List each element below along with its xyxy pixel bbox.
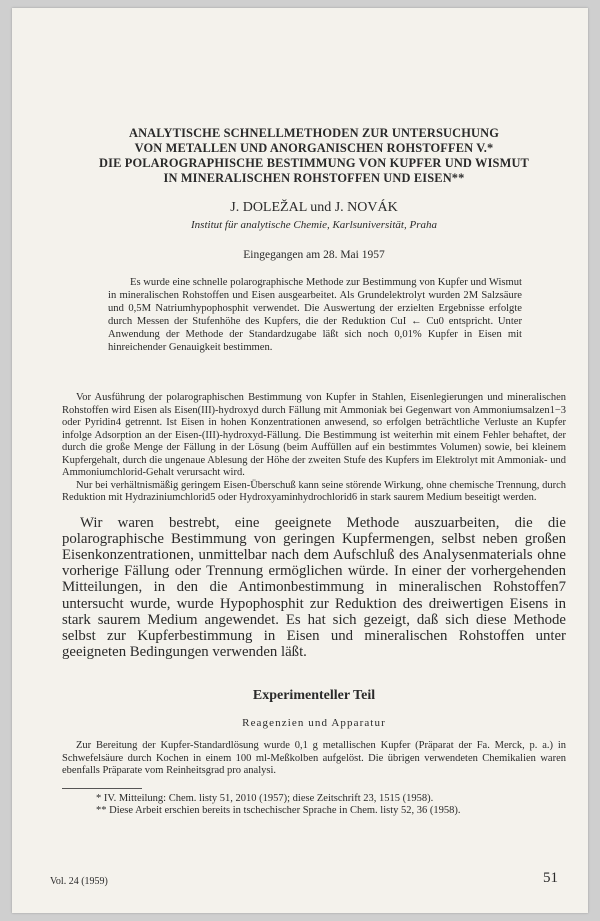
title-line-1: ANALYTISCHE SCHNELLMETHODEN ZUR UNTERSUCHUNG <box>128 126 499 140</box>
experimental-paragraph: Zur Bereitung der Kupfer-Standardlösung wurde 0,1 g metallischen Kupfer (Präparat der Fa. Merck, p. a.) in Schwefelsäure durch Kochen in einem 100 ml-Meßkolben aufgelöst. Die übrigen verwendeten Chemikalien waren ebenfalls Präparate vom Reinheitsgrad pro analysi. <box>62 740 566 777</box>
section-heading: Experimenteller Teil <box>252 688 376 704</box>
title-line-3: DIE POLAROGRAPHISCHE BESTIMMUNG VON KUPFER UND WISMUT <box>99 156 529 170</box>
main-paragraph: Wir waren bestrebt, eine geeignete Methode auszuarbeiten, die die polarographische Bestimmung von geringen Kupfermengen, selbst neben großen Eisenkonzentrationen, unmittelbar nach dem Aufschluß des Analysenmaterials ohne vorherige Fällung oder Trennung ermöglichen würde. In einer der vorhergehenden Mitteilungen, in den die Antimonbestimmung in mineralischen Rohstoffen7 untersucht wurde, wurde Hypophosphit zur Reduktion des dreiwertigen Eisens in stark saurem Medium angewendet. Es hat sich gezeigt, daß sich diese Methode selbst zur Kupferbestimmung in Eisen und mineralischen Rohstoffen unter geeigneten Bedingungen verwenden läßt. <box>62 514 566 661</box>
title-line-4: IN MINERALISCHEN ROHSTOFFEN UND EISEN** <box>163 171 465 185</box>
intro-paragraph-2: Nur bei verhältnismäßig geringem Eisen-Überschuß kann seine störende Wirkung, ohne chemische Trennung, durch Reduktion mit Hydraziniumchlorid5 oder Hydroxyaminhydrochlorid6 in stark saurem Medium beseitigt werden. <box>62 479 566 503</box>
subsection-heading: Reagenzien und Apparatur <box>242 717 386 730</box>
paper-page <box>12 8 588 913</box>
introduction <box>62 392 566 505</box>
authors: J. DOLEŽAL und J. NOVÁK <box>230 200 398 215</box>
journal-reference: Vol. 24 (1959) <box>50 876 108 887</box>
page-content <box>62 126 566 818</box>
received-date: Eingegangen am 28. Mai 1957 <box>243 249 385 261</box>
title-line-2: VON METALLEN UND ANORGANISCHEN ROHSTOFFEN V.* <box>134 141 494 155</box>
intro-paragraph-1: Vor Ausführung der polarographischen Bestimmung von Kupfer in Stahlen, Eisenlegierungen und mineralischen Rohstoffen wird Eisen als Eisen(III)-hydroxyd durch Fällung mit Ammoniak bei Gegenwart von Ammoniumsalzen1−3 oder Pyridin4 getrennt. Ist Eisen in hohen Konzentrationen anwesend, so erfolgen beträchtliche Verluste an Kupfer infolge Adsorption an der Eisen-(III)-hydroxyd-Fällung. Die Bestimmung ist weiterhin mit einem Fehler behaftet, der durch die große Menge der Fällung in der Lösung (beim Auffüllen auf ein bestimmtes Volumen) sowie, bei kleinem Kupfergehalt, durch die ungenaue Ablesung der Höhe der zweiten Stufe des Kupfers im Elektrolyt mit Ammoniak- und Ammoniumchlorid-Gehalt verursacht wird. <box>62 392 566 478</box>
article-title <box>62 126 566 186</box>
affiliation: Institut für analytische Chemie, Karlsuniversität, Praha <box>191 219 437 231</box>
footnote-1: * IV. Mitteilung: Chem. listy 51, 2010 (1957); diese Zeitschrift 23, 1515 (1958). <box>96 792 434 804</box>
abstract: Es wurde eine schnelle polarographische Methode zur Bestimmung von Kupfer und Wismut in mineralischen Rohstoffen und Eisen ausgearbeitet. Als Grundelektrolyt wurden 2M Salzsäure und 0,5M Natriumhypophosphit verwendet. Die Auswertung der erzielten Ergebnisse erfolgte durch Messen der Stufenhöhe des Kupfers, die der Reduktion CuI ← Cu0 entspricht. Unter Anwendung der Methode der Standardzugabe läßt sich noch 0,01% Kupfer in Eisen mit hinreichender Genauigkeit bestimmen. <box>108 277 522 353</box>
footnote-2: ** Diese Arbeit erschien bereits in tschechischer Sprache in Chem. listy 52, 36 (1958). <box>96 805 461 817</box>
page-number: 51 <box>543 870 558 886</box>
footnote-rule <box>62 788 142 789</box>
